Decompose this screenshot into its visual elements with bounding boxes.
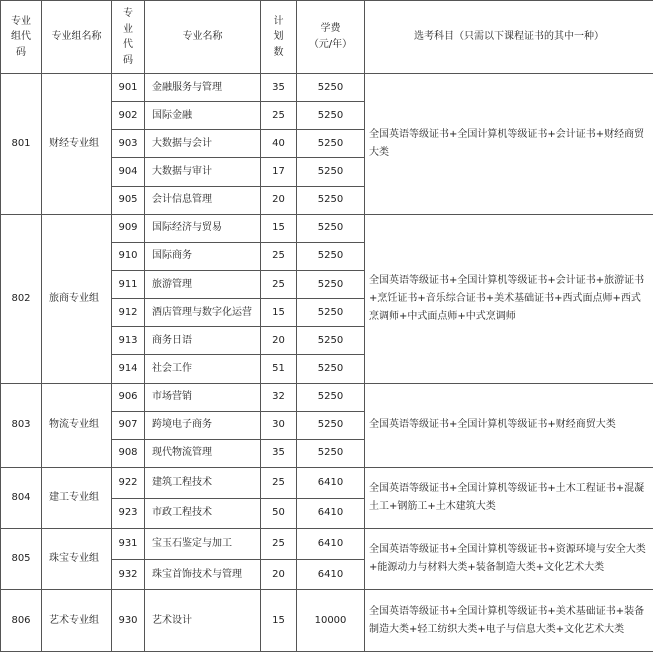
group-name-cell: 旅商专业组: [42, 214, 112, 383]
plan-cell: 25: [261, 270, 297, 298]
major-code-cell: 914: [112, 355, 145, 383]
subjects-cell: 全国英语等级证书+全国计算机等级证书+会计证书+财经商贸大类: [365, 74, 653, 215]
major-code-cell: 904: [112, 158, 145, 186]
major-code-cell: 931: [112, 529, 145, 560]
plan-cell: 51: [261, 355, 297, 383]
header-subjects: 选考科目（只需以下课程证书的其中一种）: [365, 1, 653, 74]
major-name-cell: 市政工程技术: [145, 498, 261, 529]
plan-cell: 15: [261, 590, 297, 652]
major-name-cell: 国际经济与贸易: [145, 214, 261, 242]
plan-cell: 25: [261, 529, 297, 560]
major-code-cell: 910: [112, 242, 145, 270]
plan-cell: 15: [261, 214, 297, 242]
major-name-cell: 大数据与会计: [145, 130, 261, 158]
fee-cell: 5250: [297, 130, 365, 158]
major-name-cell: 金融服务与管理: [145, 74, 261, 102]
header-fee-unit: （元/年）: [308, 39, 353, 50]
major-name-cell: 国际商务: [145, 242, 261, 270]
plan-cell: 15: [261, 299, 297, 327]
header-fee: [297, 1, 365, 74]
table-row: [1, 74, 653, 102]
table-row: [1, 590, 653, 652]
subjects-cell: 全国英语等级证书+全国计算机等级证书+土木工程证书+混凝土工+钢筋工+土木建筑大类: [365, 467, 653, 528]
header-group-name: 专业组名称: [42, 1, 112, 74]
major-name-cell: 商务日语: [145, 327, 261, 355]
major-name-cell: 会计信息管理: [145, 186, 261, 214]
major-code-cell: 911: [112, 270, 145, 298]
plan-cell: 20: [261, 559, 297, 590]
major-name-cell: 建筑工程技术: [145, 467, 261, 498]
fee-cell: 10000: [297, 590, 365, 652]
plan-cell: 25: [261, 242, 297, 270]
group-code-cell: 803: [1, 383, 42, 467]
major-name-cell: 市场营销: [145, 383, 261, 411]
group-code-cell: 804: [1, 467, 42, 528]
major-code-cell: 932: [112, 559, 145, 590]
fee-cell: 5250: [297, 439, 365, 467]
plan-cell: 25: [261, 102, 297, 130]
table-row: [1, 529, 653, 560]
group-name-cell: 物流专业组: [42, 383, 112, 467]
plan-cell: 35: [261, 74, 297, 102]
subjects-cell: 全国英语等级证书+全国计算机等级证书+会计证书+旅游证书+烹饪证书+音乐综合证书+美术基础证书+西式面点师+西式烹调师+中式面点师+中式烹调师: [365, 214, 653, 383]
group-code-cell: 802: [1, 214, 42, 383]
major-code-cell: 922: [112, 467, 145, 498]
plan-cell: 17: [261, 158, 297, 186]
major-name-cell: 跨境电子商务: [145, 411, 261, 439]
fee-cell: 5250: [297, 242, 365, 270]
header-row: [1, 1, 653, 74]
major-code-cell: 912: [112, 299, 145, 327]
fee-cell: 5250: [297, 102, 365, 130]
major-name-cell: 旅游管理: [145, 270, 261, 298]
major-name-cell: 国际金融: [145, 102, 261, 130]
plan-cell: 50: [261, 498, 297, 529]
major-name-cell: 酒店管理与数字化运营: [145, 299, 261, 327]
major-code-cell: 905: [112, 186, 145, 214]
plan-cell: 32: [261, 383, 297, 411]
fee-cell: 5250: [297, 74, 365, 102]
header-major-name: 专业名称: [145, 1, 261, 74]
major-code-cell: 930: [112, 590, 145, 652]
major-code-cell: 907: [112, 411, 145, 439]
header-major-code: 专业代码: [112, 1, 145, 74]
plan-cell: 30: [261, 411, 297, 439]
major-name-cell: 社会工作: [145, 355, 261, 383]
fee-cell: 5250: [297, 270, 365, 298]
major-code-cell: 906: [112, 383, 145, 411]
table-row: [1, 383, 653, 411]
group-name-cell: 珠宝专业组: [42, 529, 112, 590]
table-row: [1, 214, 653, 242]
subjects-cell: 全国英语等级证书+全国计算机等级证书+美术基础证书+装备制造大类+轻工纺织大类+电子与信息大类+文化艺术大类: [365, 590, 653, 652]
major-code-cell: 909: [112, 214, 145, 242]
header-group-code: 专业组代码: [1, 1, 42, 74]
group-name-cell: 建工专业组: [42, 467, 112, 528]
plan-cell: 35: [261, 439, 297, 467]
major-code-cell: 923: [112, 498, 145, 529]
subjects-cell: 全国英语等级证书+全国计算机等级证书+资源环境与安全大类+能源动力与材料大类+装备制造大类+文化艺术大类: [365, 529, 653, 590]
group-code-cell: 801: [1, 74, 42, 215]
table-body: [1, 74, 653, 652]
major-name-cell: 大数据与审计: [145, 158, 261, 186]
major-name-cell: 艺术设计: [145, 590, 261, 652]
plan-cell: 20: [261, 186, 297, 214]
fee-cell: 5250: [297, 411, 365, 439]
group-code-cell: 806: [1, 590, 42, 652]
major-code-cell: 913: [112, 327, 145, 355]
fee-cell: 5250: [297, 327, 365, 355]
group-code-cell: 805: [1, 529, 42, 590]
header-fee-label: 学费: [320, 23, 341, 34]
fee-cell: 5250: [297, 186, 365, 214]
fee-cell: 5250: [297, 214, 365, 242]
subjects-cell: 全国英语等级证书+全国计算机等级证书+财经商贸大类: [365, 383, 653, 467]
group-name-cell: 财经专业组: [42, 74, 112, 215]
major-code-cell: 903: [112, 130, 145, 158]
fee-cell: 6410: [297, 529, 365, 560]
fee-cell: 6410: [297, 467, 365, 498]
plan-cell: 25: [261, 467, 297, 498]
table-row: [1, 467, 653, 498]
plan-cell: 40: [261, 130, 297, 158]
fee-cell: 6410: [297, 559, 365, 590]
major-code-cell: 901: [112, 74, 145, 102]
fee-cell: 5250: [297, 299, 365, 327]
major-code-cell: 908: [112, 439, 145, 467]
fee-cell: 5250: [297, 158, 365, 186]
fee-cell: 5250: [297, 383, 365, 411]
group-name-cell: 艺术专业组: [42, 590, 112, 652]
header-plan: 计划数: [261, 1, 297, 74]
major-code-cell: 902: [112, 102, 145, 130]
fee-cell: 5250: [297, 355, 365, 383]
major-name-cell: 宝玉石鉴定与加工: [145, 529, 261, 560]
major-name-cell: 珠宝首饰技术与管理: [145, 559, 261, 590]
plan-cell: 20: [261, 327, 297, 355]
fee-cell: 6410: [297, 498, 365, 529]
major-name-cell: 现代物流管理: [145, 439, 261, 467]
